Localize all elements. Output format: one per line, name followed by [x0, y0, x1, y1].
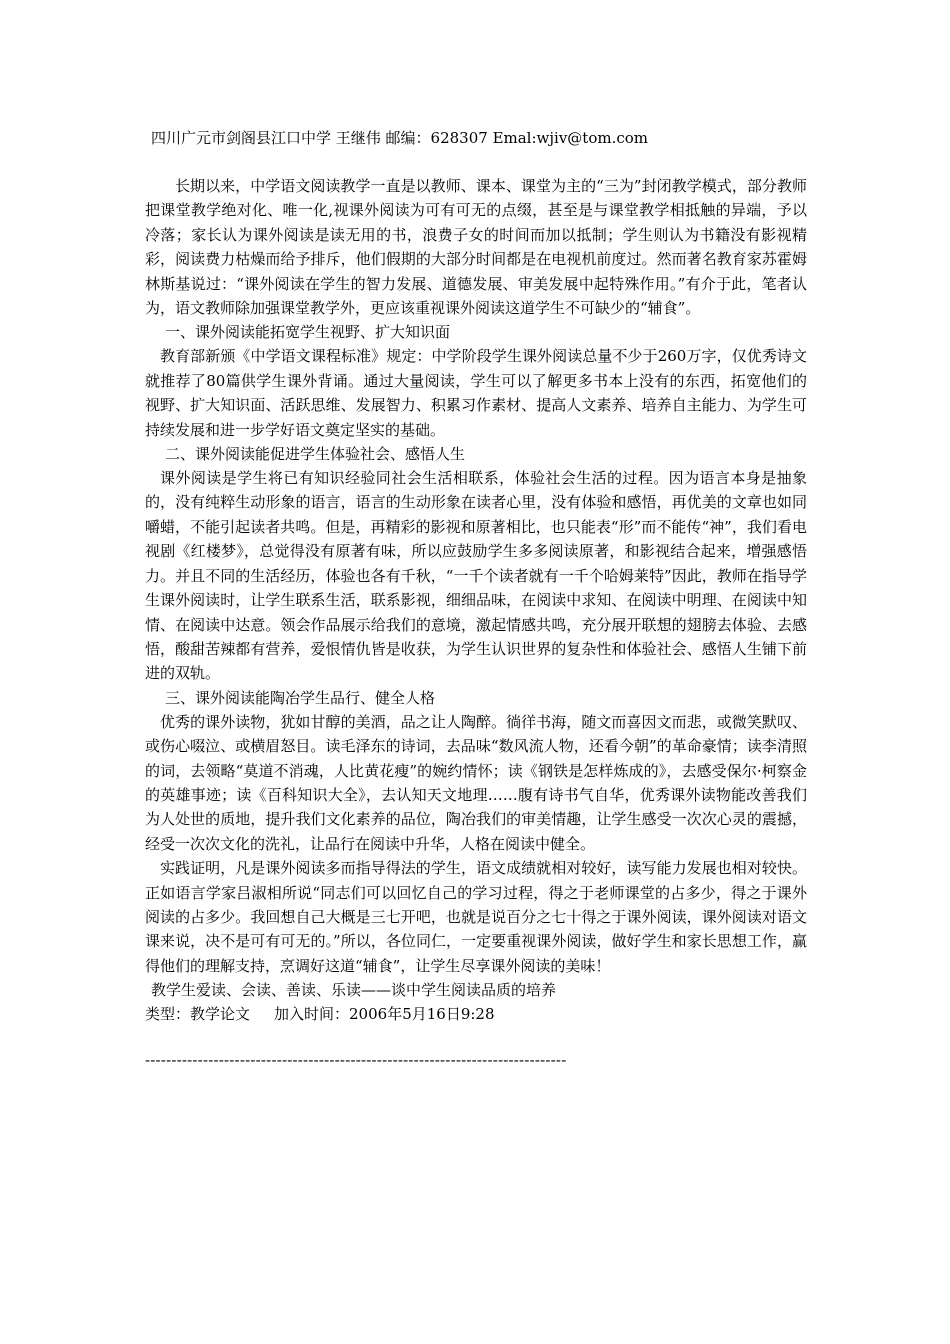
- section-heading-3: 三、课外阅读能陶冶学生品行、健全人格: [165, 688, 436, 707]
- next-article-title: 教学生爱读、会读、善读、乐读——谈中学生阅读品质的培养: [151, 981, 557, 1000]
- document-page: [145, 126, 807, 1072]
- horizontal-divider: --------------------------------------------------------------------------------: [145, 1051, 567, 1070]
- section-body-3: 优秀的课外读物，犹如甘醇的美酒，品之让人陶醉。徜徉书海，随文而喜因文而悲，或微笑默叹、或伤心啜泣、或横眉怒目。读毛泽东的诗词，去品味“数风流人物，还看今朝”的革命豪情；读李清照的词，去领略“莫道不消魂，人比黄花瘦”的婉约情怀；读《钢铁是怎样炼成的》，去感受保尔·柯察金的英雄事迹；读《百科知识大全》，去认知天文地理……腹有诗书气自华，优秀课外读物能改善我们为人处世的质地，提升我们文化素养的品位，陶冶我们的审美情趣，让学生感受一次次心灵的震撼，经受一次次文化的洗礼，让品行在阅读中升华，人格在阅读中健全。: [145, 712, 807, 853]
- intro-paragraph: 长期以来，中学语文阅读教学一直是以教师、课本、课堂为主的“三为”封闭教学模式，部分教师把课堂教学绝对化、唯一化,视课外阅读为可有可无的点缀，甚至是与课堂教学相抵触的异端，予以冷落；家长认为课外阅读是读无用的书，浪费子女的时间而加以抵制；学生则认为书籍没有影视精彩，阅读费力枯燥而给予排斥，他们假期的大部分时间都是在电视机前度过。然而著名教育家苏霍姆林斯基说过：“课外阅读在学生的智力发展、道德发展、审美发展中起特殊作用。”有介于此，笔者认为，语文教师除加强课堂教学外，更应该重视课外阅读这道学生不可缺少的“辅食”。: [145, 177, 807, 318]
- article-date: 加入时间：2006年5月16日9:28: [274, 1005, 495, 1024]
- spacer: [145, 1026, 807, 1048]
- section-body-2: 课外阅读是学生将已有知识经验同社会生活相联系，体验社会生活的过程。因为语言本身是抽象的，没有纯粹生动形象的语言，语言的生动形象在读者心里，没有体验和感悟，再优美的文章也如同嚼蜡，不能引起读者共鸣。但是，再精彩的影视和原著相比，也只能表“形”而不能传“神”，我们看电视剧《红楼梦》，总觉得没有原著有味，所以应鼓励学生多多阅读原著，和影视结合起来，增强感悟力。并且不同的生活经历，体验也各有千秋，“一千个读者就有一千个哈姆莱特”因此，教师在指导学生课外阅读时，让学生联系生活，联系影视，细细品味，在阅读中求知、在阅读中明理、在阅读中知情、在阅读中达意。领会作品展示给我们的意境，激起情感共鸣，充分展开联想的翅膀去体验、去感悟，酸甜苦辣都有营养，爱恨情仇皆是收获，为学生认识世界的复杂性和体验社会、感悟人生铺下前进的双轨。: [145, 469, 807, 683]
- section-heading-2: 二、课外阅读能促进学生体验社会、感悟人生: [165, 445, 466, 464]
- conclusion-paragraph: 实践证明，凡是课外阅读多而指导得法的学生，语文成绩就相对较好，读写能力发展也相对较快。正如语言学家吕淑相所说“同志们可以回忆自己的学习过程，得之于老师课堂的占多少，得之于课外阅读的占多少。我回想自己大概是三七开吧，也就是说百分之七十得之于课外阅读，课外阅读对语文课来说，决不是可有可无的。”所以，各位同仁，一定要重视课外阅读，做好学生和家长思想工作，赢得他们的理解支持，烹调好这道“辅食”，让学生尽享课外阅读的美味！: [145, 859, 807, 975]
- section-heading-1: 一、课外阅读能拓宽学生视野、扩大知识面: [165, 323, 451, 342]
- article-meta: [145, 1002, 807, 1026]
- spacer: [145, 150, 807, 174]
- author-info: 四川广元市剑阁县江口中学 王继伟 邮编：628307 Emal:wjiv@tom.com: [151, 129, 649, 147]
- article-type: 类型：教学论文: [145, 1005, 251, 1024]
- section-body-1: 教育部新颁《中学语文课程标准》规定：中学阶段学生课外阅读总量不少于260万字，仅优秀诗文就推荐了80篇供学生课外背诵。通过大量阅读，学生可以了解更多书本上没有的东西，拓宽他们的视野、扩大知识面、活跃思维、发展智力、积累习作素材、提高人文素养、培养自主能力、为学生可持续发展和进一步学好语文奠定坚实的基础。: [145, 347, 807, 439]
